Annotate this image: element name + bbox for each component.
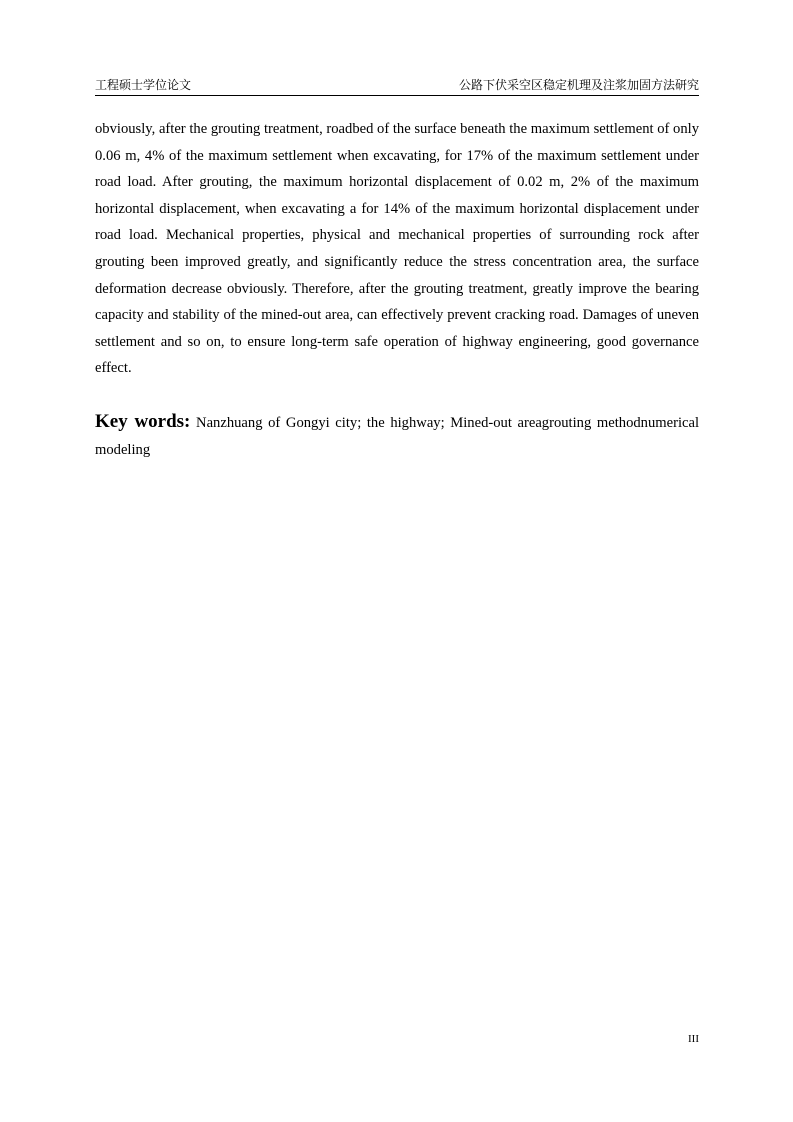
page-number: III [688, 1033, 699, 1045]
keywords-label: Key words: [95, 411, 191, 432]
abstract-paragraph: obviously, after the grouting treatment, roadbed of the surface beneath the maximum settlement of only 0.06 m, 4% of the maximum settlement when excavating, for 17% of the maximum settlement under road load. After grouting, the maximum horizontal displacement of 0.02 m, 2% of the maximum horizontal displacement, when excavating a for 14% of the maximum horizontal displacement under road load. Mechanical properties, physical and mechanical properties of surrounding rock after grouting been improved greatly, and significantly reduce the stress concentration area, the surface deformation decrease obviously. Therefore, after the grouting treatment, greatly improve the bearing capacity and stability of the mined-out area, can effectively prevent cracking road. Damages of uneven settlement and so on, to ensure long-term safe operation of highway engineering, good governance effect. [95, 121, 699, 377]
header-thesis-title: 公路下伏采空区稳定机理及注浆加固方法研究 [458, 78, 699, 92]
header-divider [95, 95, 699, 96]
keywords-line [95, 409, 699, 463]
header-thesis-type: 工程硕士学位论文 [95, 78, 192, 92]
running-header [95, 76, 699, 94]
keywords-text: Nanzhuang of Gongyi city; the highway; Mined-out areagrouting methodnumerical modeling [95, 415, 700, 458]
